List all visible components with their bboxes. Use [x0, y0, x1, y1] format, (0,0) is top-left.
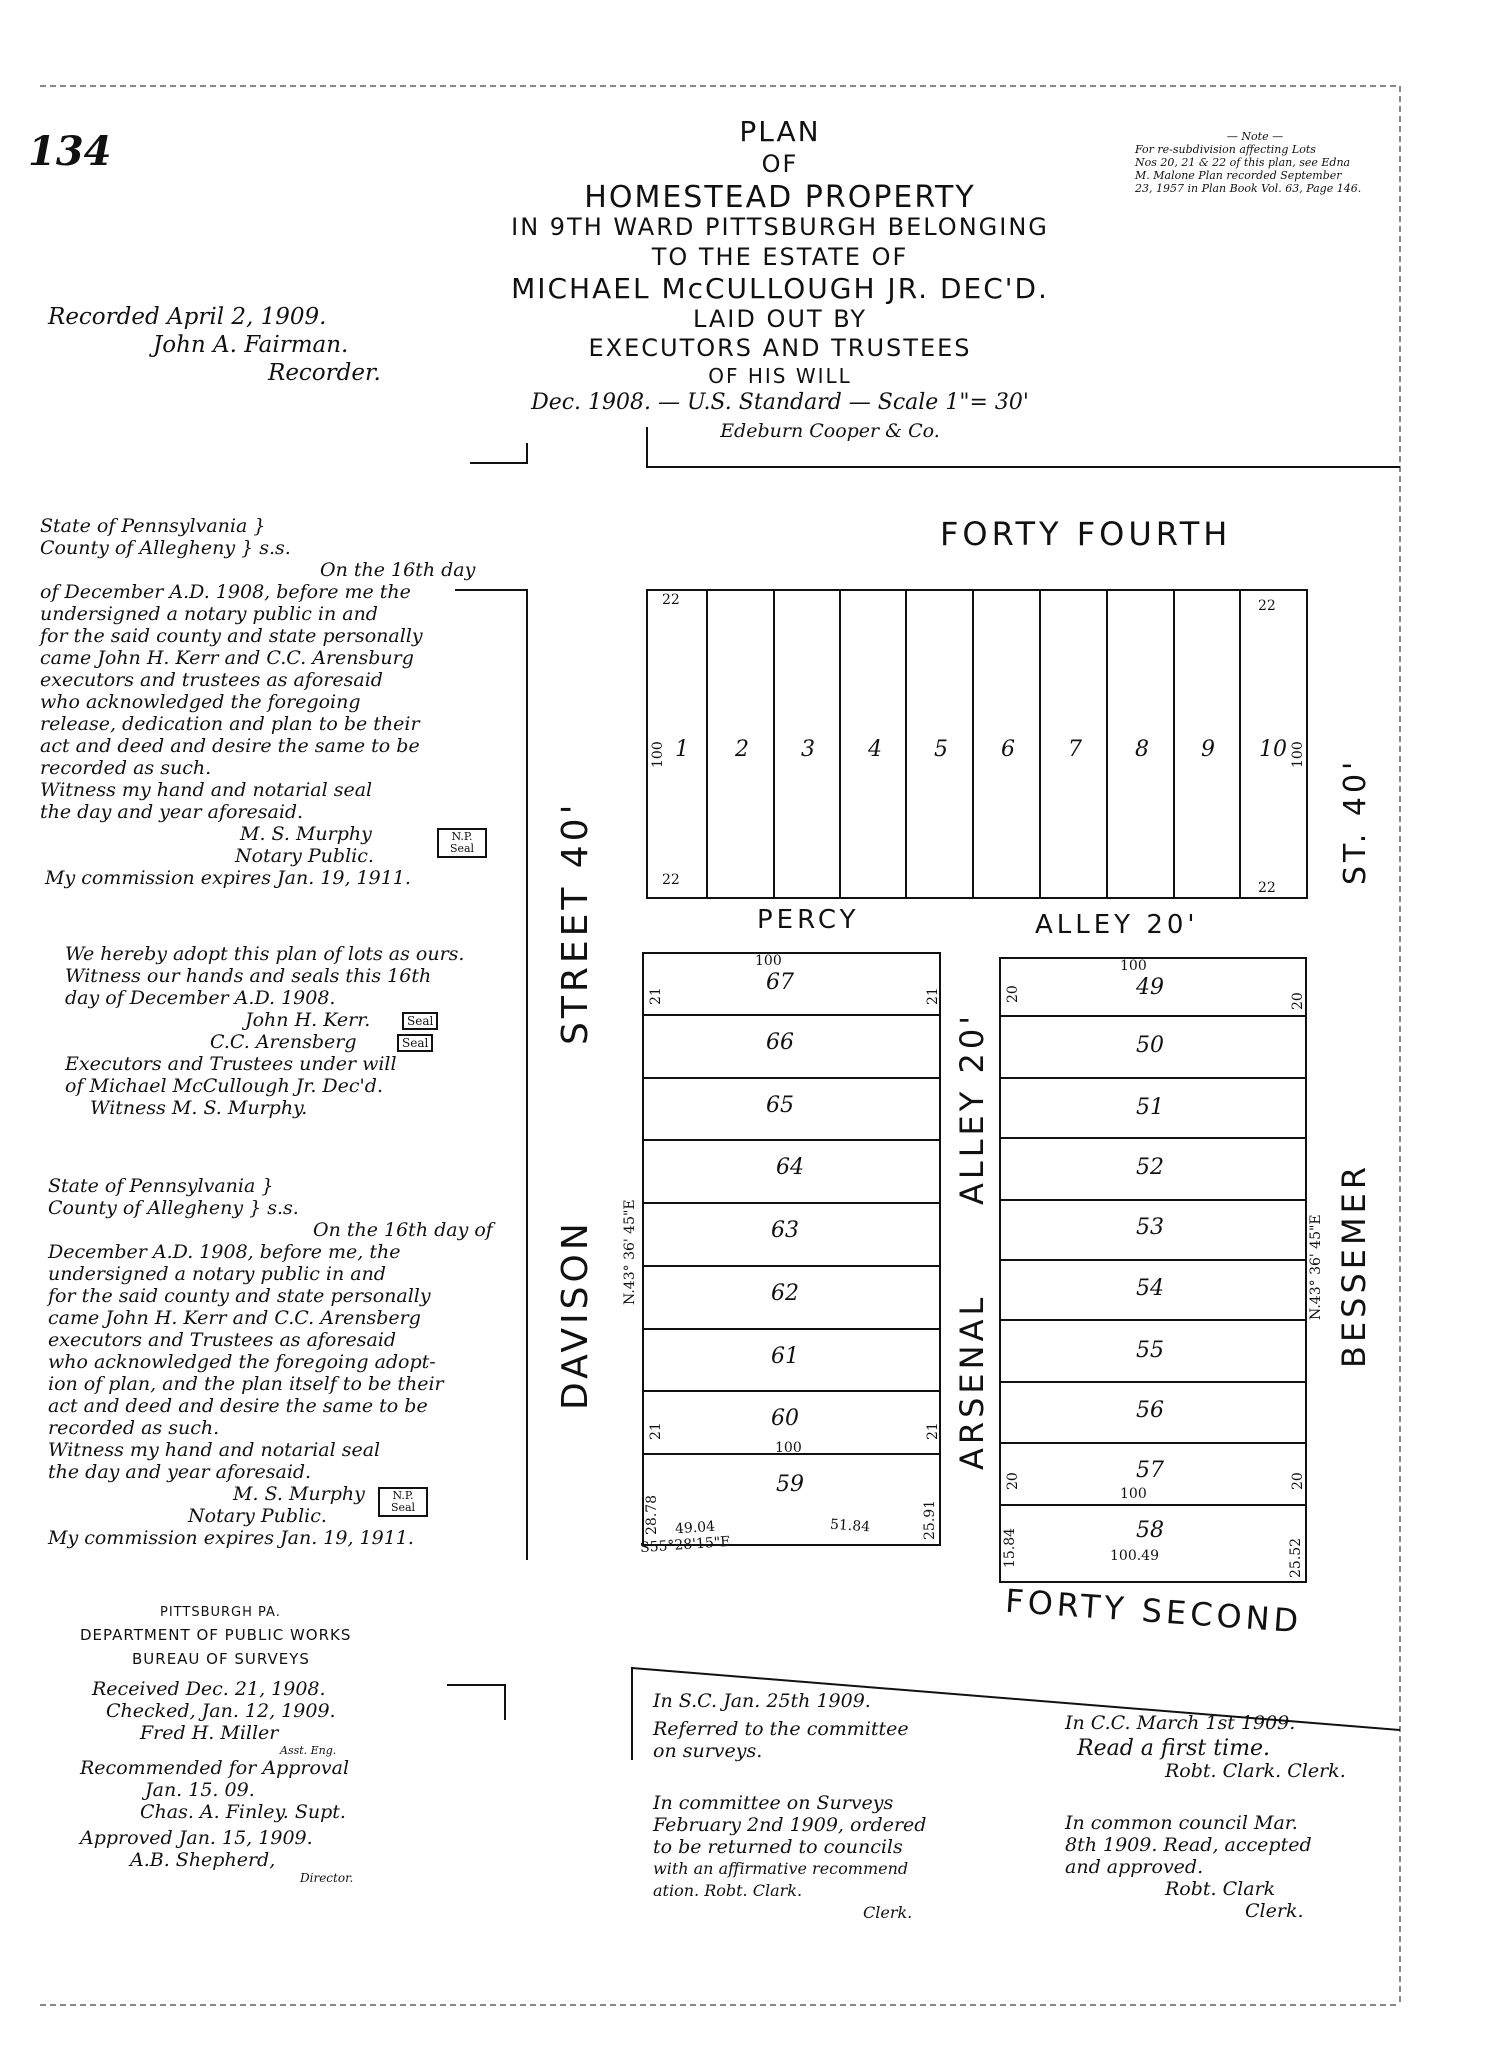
recorded-line: John A. Fairman. — [153, 332, 349, 358]
sc-line: ation. Robt. Clark. — [653, 1881, 803, 1900]
dim-20-right-b: 20 — [1290, 992, 1306, 1010]
dim-22-top-right: 22 — [1258, 598, 1276, 614]
title-line: MICHAEL McCULLOUGH JR. DEC'D. — [511, 272, 1049, 305]
notary1-line: undersigned a notary public in and — [40, 603, 378, 625]
sc-line: Clerk. — [863, 1903, 913, 1922]
np-seal-2: N.P. Seal — [378, 1487, 428, 1517]
notary2-line: act and deed and desire the same to be — [48, 1395, 428, 1417]
lot-67: 67 — [766, 970, 794, 995]
notary1-line: recorded as such. — [40, 757, 212, 779]
lot-9: 9 — [1201, 737, 1215, 762]
title-line: TO THE ESTATE OF — [651, 243, 909, 271]
dept-line: Chas. A. Finley. Supt. — [140, 1801, 346, 1823]
cc-line: Robt. Clark — [1165, 1878, 1276, 1900]
cc-line: Robt. Clark. Clerk. — [1165, 1760, 1346, 1782]
dept-line: Director. — [300, 1871, 354, 1885]
adopt-line: Witness M. S. Murphy. — [90, 1097, 308, 1119]
note-line: Nos 20, 21 & 22 of this plan, see Edna — [1135, 156, 1351, 169]
notary2-line: State of Pennsylvania } — [48, 1175, 274, 1197]
street-forty-second: FORTY SECOND — [1004, 1581, 1304, 1641]
lot-8: 8 — [1135, 737, 1149, 762]
cc-line: and approved. — [1065, 1856, 1204, 1878]
bearing-right: N.43° 36' 45"E — [1308, 1214, 1324, 1320]
dim-100-right-bottom: 100 — [1120, 1486, 1147, 1502]
street-corner-mark — [647, 427, 1400, 467]
adopt-line: Executors and Trustees under will — [65, 1053, 397, 1075]
title-line: PLAN — [739, 115, 821, 148]
title-line: IN 9TH WARD PITTSBURGH BELONGING — [511, 213, 1049, 241]
cc-line: Read a first time. — [1077, 1736, 1270, 1761]
lot-55: 55 — [1136, 1338, 1164, 1363]
adopt-line: day of December A.D. 1908. — [65, 987, 336, 1009]
notary2-line: County of Allegheny } s.s. — [48, 1197, 299, 1219]
cc-line: In common council Mar. — [1065, 1812, 1298, 1834]
dim-21-left-a: 21 — [648, 987, 664, 1005]
bearing-left: N.43° 36' 45"E — [622, 1199, 638, 1305]
street-alley-20: ALLEY 20' — [1035, 910, 1199, 940]
notary1-line: County of Allegheny } s.s. — [40, 537, 291, 559]
dim-100-49: 100.49 — [1110, 1548, 1159, 1564]
notary2-line: came John H. Kerr and C.C. Arensberg — [48, 1307, 421, 1329]
lot-63: 63 — [771, 1218, 799, 1243]
lot-2: 2 — [735, 737, 749, 762]
notary2-line: the day and year aforesaid. — [48, 1461, 312, 1483]
lot-62: 62 — [771, 1281, 799, 1306]
dim-21-left-d: 21 — [925, 1422, 941, 1440]
dept-line: PITTSBURGH PA. — [160, 1605, 281, 1620]
lot-54: 54 — [1136, 1276, 1164, 1301]
dim-20-right-a: 20 — [1005, 985, 1021, 1003]
adopt-line: We hereby adopt this plan of lots as ours. — [65, 943, 465, 965]
sc-line: In committee on Surveys — [653, 1792, 894, 1814]
dim-21-left-c: 21 — [648, 1422, 664, 1440]
dim-25-91: 25.91 — [922, 1499, 938, 1540]
lot-49: 49 — [1136, 975, 1164, 1000]
adopt-line: of Michael McCullough Jr. Dec'd. — [65, 1075, 383, 1097]
street-corner-mark — [447, 1685, 505, 1720]
adopt-line: Witness our hands and seals this 16th — [65, 965, 432, 987]
notary1-line: State of Pennsylvania } — [40, 515, 266, 537]
dim-15-84: 15.84 — [1002, 1527, 1018, 1568]
note-line: For re-subdivision affecting Lots — [1135, 143, 1316, 156]
dim-51-84: 51.84 — [829, 1516, 871, 1536]
lot-57: 57 — [1136, 1458, 1164, 1483]
notary1-line: came John H. Kerr and C.C. Arensburg — [40, 647, 414, 669]
notary1-line: act and deed and desire the same to be — [40, 735, 420, 757]
sc-line: to be returned to councils — [653, 1836, 903, 1858]
notary1-line: Notary Public. — [235, 845, 374, 867]
notary1-line: My commission expires Jan. 19, 1911. — [45, 867, 411, 889]
note-line: 23, 1957 in Plan Book Vol. 63, Page 146. — [1135, 182, 1362, 195]
dept-line: Received Dec. 21, 1908. — [92, 1678, 326, 1700]
lot-3: 3 — [801, 737, 815, 762]
dim-20-right-d: 20 — [1290, 1472, 1306, 1490]
dept-line: BUREAU OF SURVEYS — [132, 1650, 310, 1668]
sc-line: February 2nd 1909, ordered — [653, 1814, 927, 1836]
cc-line: In C.C. March 1st 1909. — [1065, 1712, 1296, 1734]
street-forty-fourth: FORTY FOURTH — [940, 515, 1232, 553]
lot-5: 5 — [934, 737, 948, 762]
arensberg-seal: Seal — [397, 1034, 433, 1052]
notary2-line: December A.D. 1908, before me, the — [48, 1241, 401, 1263]
notary1-line: who acknowledged the foregoing — [40, 691, 361, 713]
lot-60: 60 — [771, 1406, 799, 1431]
dept-line: Approved Jan. 15, 1909. — [80, 1827, 313, 1849]
page-number: 134 — [28, 128, 112, 175]
dim-22-bottom-right: 22 — [1258, 880, 1276, 896]
lot-4: 4 — [868, 737, 882, 762]
notary1-line: for the said county and state personally — [40, 625, 423, 647]
street-percy: PERCY — [757, 905, 860, 935]
dim-20-right-c: 20 — [1005, 1472, 1021, 1490]
dim-21-left-b: 21 — [925, 987, 941, 1005]
dim-22-top-left: 22 — [662, 592, 680, 608]
notary2-line: M. S. Murphy — [233, 1483, 365, 1505]
dim-100-top-left: 100 — [650, 741, 666, 768]
kerr-seal: Seal — [402, 1012, 438, 1030]
title-line: LAID OUT BY — [692, 305, 868, 333]
notary2-line: Notary Public. — [188, 1505, 327, 1527]
note-line: M. Malone Plan recorded September — [1135, 169, 1342, 182]
dept-line: DEPARTMENT OF PUBLIC WORKS — [80, 1626, 352, 1644]
lot-10: 10 — [1259, 737, 1287, 762]
dim-100-top-right: 100 — [1290, 741, 1306, 768]
notary2-line: undersigned a notary public in and — [48, 1263, 386, 1285]
title-line: OF HIS WILL — [708, 364, 852, 388]
cc-line: Clerk. — [1245, 1900, 1304, 1922]
adopt-line: John H. Kerr. — [245, 1009, 371, 1031]
street-arsenal: ARSENAL — [953, 1293, 991, 1470]
sc-line: In S.C. Jan. 25th 1909. — [653, 1690, 871, 1712]
notary2-line: Witness my hand and notarial seal — [48, 1439, 381, 1461]
lot-56: 56 — [1136, 1398, 1164, 1423]
lot-64: 64 — [776, 1155, 804, 1180]
dim-22-bottom-left: 22 — [662, 872, 680, 888]
dept-line: Fred H. Miller — [140, 1722, 279, 1744]
notary2-line: On the 16th day of — [313, 1219, 493, 1241]
dept-line: Checked, Jan. 12, 1909. — [106, 1700, 336, 1722]
lot-6: 6 — [1001, 737, 1015, 762]
lot-52: 52 — [1136, 1155, 1164, 1180]
notary1-line: of December A.D. 1908, before me the — [40, 581, 411, 603]
notary1-line: M. S. Murphy — [240, 823, 372, 845]
street-davison-40: STREET 40' — [555, 800, 596, 1045]
dept-line: Recommended for Approval — [80, 1757, 350, 1779]
dim-100-left-top: 100 — [755, 953, 782, 969]
title-line: OF — [761, 150, 799, 178]
lot-65: 65 — [766, 1093, 794, 1118]
notary1-line: On the 16th day — [320, 559, 476, 581]
lot-61: 61 — [771, 1344, 799, 1369]
notary1-line: the day and year aforesaid. — [40, 801, 304, 823]
lot-58: 58 — [1136, 1518, 1164, 1543]
dim-25-52: 25.52 — [1288, 1537, 1304, 1578]
notary2-line: My commission expires Jan. 19, 1911. — [48, 1527, 414, 1549]
lot-66: 66 — [766, 1030, 794, 1055]
dept-line: Jan. 15. 09. — [145, 1779, 255, 1801]
street-arsenal-alley: ALLEY 20' — [953, 1012, 991, 1205]
street-corner-mark — [470, 443, 527, 463]
notary1-line: release, dedication and plan to be their — [40, 713, 420, 735]
lot-50: 50 — [1136, 1033, 1164, 1058]
title-line: Edeburn Cooper & Co. — [720, 420, 940, 442]
dim-49-04: 49.04 — [674, 1518, 716, 1538]
dept-line: Asst. Eng. — [280, 1744, 337, 1757]
lot-7: 7 — [1068, 737, 1082, 762]
notary2-line: for the said county and state personally — [48, 1285, 431, 1307]
notary2-line: who acknowledged the foregoing adopt- — [48, 1351, 436, 1373]
np-seal-1: N.P. Seal — [437, 828, 487, 858]
bearing-bottom: S55°28'15"E — [639, 1533, 731, 1557]
lot-1: 1 — [675, 737, 689, 762]
bracket-line — [455, 590, 527, 1560]
title-line: EXECUTORS AND TRUSTEES — [588, 334, 972, 362]
dept-line: A.B. Shepherd, — [130, 1849, 276, 1871]
lot-59: 59 — [776, 1472, 804, 1497]
notary2-line: ion of plan, and the plan itself to be their — [48, 1373, 444, 1395]
dim-100-right-top: 100 — [1120, 958, 1147, 974]
street-corner-mark — [632, 1668, 1400, 1760]
sc-line: on surveys. — [653, 1740, 763, 1762]
sc-line: Referred to the committee — [653, 1718, 909, 1740]
notary1-line: Witness my hand and notarial seal — [40, 779, 373, 801]
recorded-line: Recorder. — [268, 360, 381, 386]
recorded-line: Recorded April 2, 1909. — [48, 304, 327, 330]
title-line: Dec. 1908. — U.S. Standard — Scale 1"= 30' — [531, 390, 1029, 415]
lot-53: 53 — [1136, 1215, 1164, 1240]
notary2-line: recorded as such. — [48, 1417, 220, 1439]
title-line: HOMESTEAD PROPERTY — [584, 180, 976, 215]
notary1-line: executors and trustees as aforesaid — [40, 669, 383, 691]
cc-line: 8th 1909. Read, accepted — [1065, 1834, 1312, 1856]
street-davison: DAVISON — [555, 1219, 596, 1410]
note-heading: — Note — — [1226, 130, 1284, 143]
notary2-line: executors and Trustees as aforesaid — [48, 1329, 397, 1351]
sc-line: with an affirmative recommend — [653, 1859, 909, 1878]
lot-51: 51 — [1136, 1095, 1164, 1120]
dim-100-left-bottom: 100 — [775, 1440, 802, 1456]
dim-28-78: 28.78 — [644, 1494, 660, 1535]
adopt-line: C.C. Arensberg — [210, 1031, 357, 1053]
street-bessemer-40: ST. 40' — [1338, 757, 1373, 885]
street-bessemer: BESSEMER — [1335, 1162, 1373, 1368]
